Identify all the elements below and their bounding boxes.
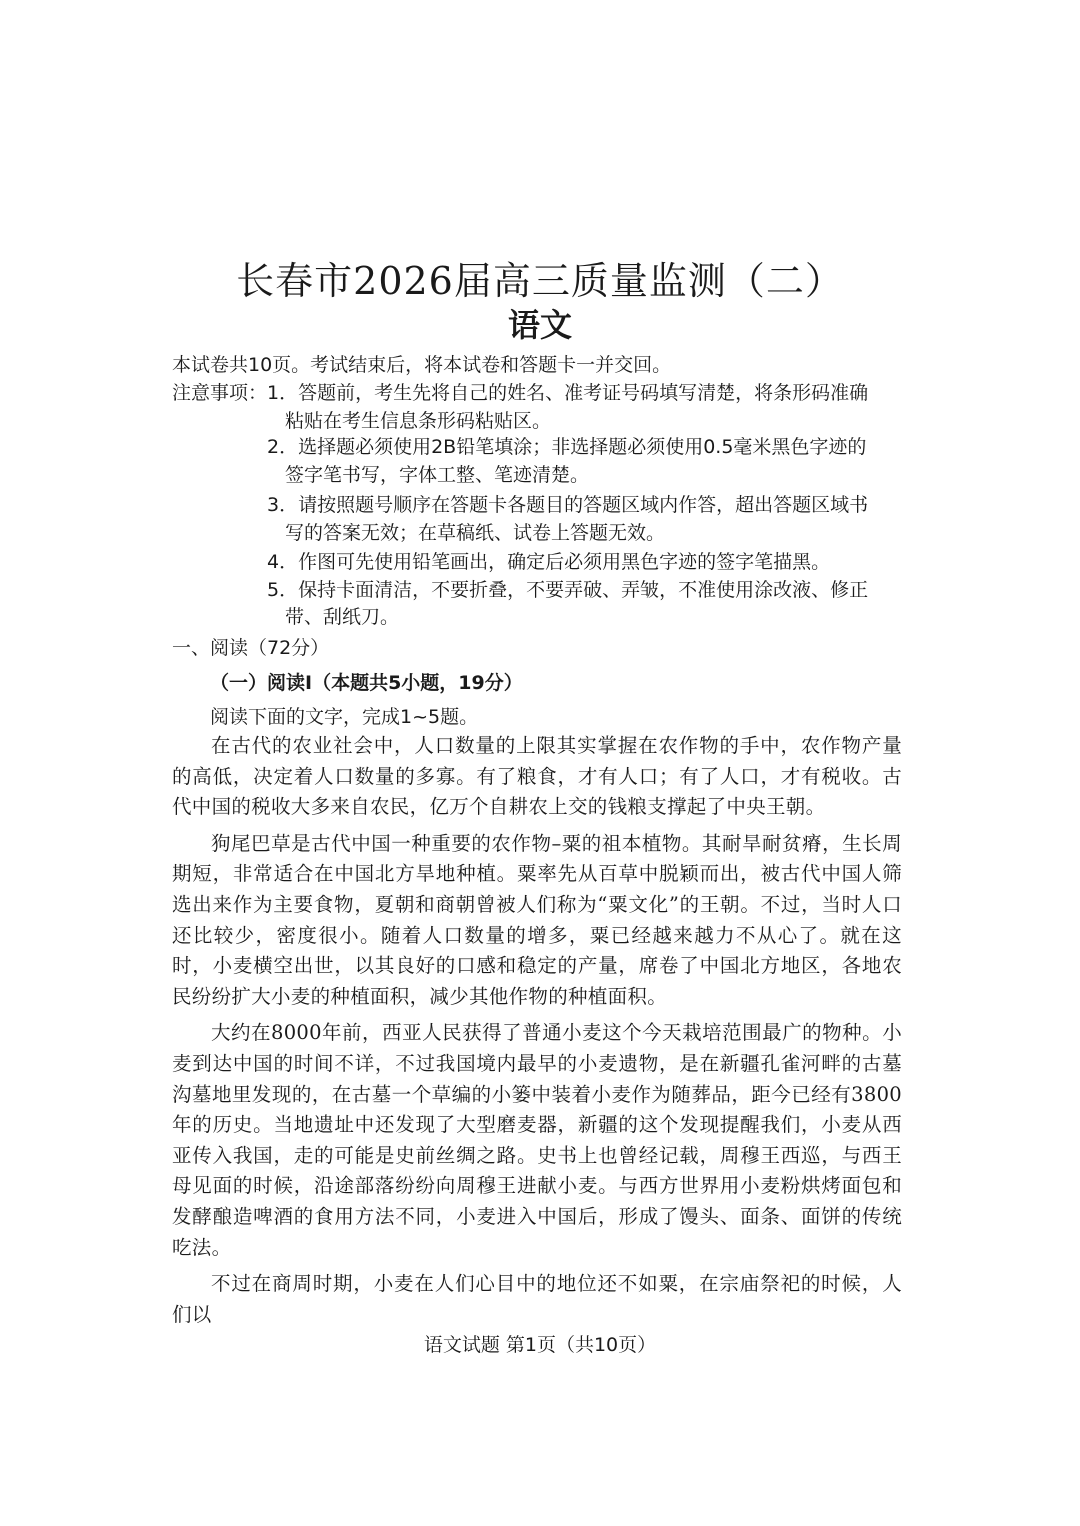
sub-heading: （一）阅读I（本题共5小题，19分）: [210, 672, 523, 694]
notice-item-1: 1．答题前，考生先将自己的姓名、准考证号码填写清楚，将条形码准确: [267, 382, 869, 404]
notice-item-2-cont: 签字笔书写，字体工整、笔迹清楚。: [285, 464, 590, 486]
notice-item-5-cont: 带、刮纸刀。: [285, 606, 400, 628]
passage-paragraph: 大约在8000年前，西亚人民获得了普通小麦这个今天栽培范围最广的物种。小麦到达中国的时间不详，不过我国境内最早的小麦遗物，是在新疆孔雀河畔的古墓沟墓地里发现的，在古墓一个草编的小篓中装着小麦作为随葬品，距今已经有3800年的历史。当地遗址中还发现了大型磨麦器，新疆的这个发现提醒我们，小麦从西亚传入我国，走的可能是史前丝绸之路。史书上也曾经记载，周穆王西巡，与西王母见面的时候，沿途部落纷纷向周穆王进献小麦。与西方世界用小麦粉烘烤面包和发酵酿造啤酒的食用方法不同，小麦进入中国后，形成了馒头、面条、面饼的传统吃法。: [172, 1021, 902, 1259]
section-heading: 一、阅读（72分）: [172, 637, 330, 659]
passage-paragraph: 不过在商周时期，小麦在人们心目中的地位还不如粟，在宗庙祭祀的时候，人们以: [172, 1272, 902, 1326]
instruction: 阅读下面的文字，完成1~5题。: [210, 706, 479, 728]
notice-item-4: 4．作图可先使用铅笔画出，确定后必须用黑色字迹的签字笔描黑。: [267, 551, 831, 573]
intro-text: 本试卷共10页。考试结束后，将本试卷和答题卡一并交回。: [172, 354, 672, 376]
subject-title: 语文: [507, 306, 572, 344]
page-footer: 语文试题 第1页（共10页）: [423, 1334, 657, 1356]
notice-label: 注意事项：: [172, 382, 268, 404]
notice-item-3: 3．请按照题号顺序在答题卡各题目的答题区域内作答，超出答题区域书: [267, 494, 869, 516]
passage-paragraph: 狗尾巴草是古代中国一种重要的农作物–粟的祖本植物。其耐旱耐贫瘠，生长周期短，非常适合在中国北方旱地种植。粟率先从百草中脱颖而出，被古代中国人筛选出来作为主要食物，夏朝和商朝曾被人们称为“粟文化”的王朝。不过，当时人口还比较少，密度很小。随着人口数量的增多，粟已经越来越力不从心了。就在这时，小麦横空出世，以其良好的口感和稳定的产量，席卷了中国北方地区，各地农民纷纷扩大小麦的种植面积，减少其他作物的种植面积。: [172, 831, 902, 1008]
notice-item-3-cont: 写的答案无效；在草稿纸、试卷上答题无效。: [285, 522, 666, 544]
notice-item-5: 5．保持卡面清洁，不要折叠，不要弄破、弄皱，不准使用涂改液、修正: [267, 579, 869, 601]
passage: [172, 731, 902, 1330]
notice-item-2: 2．选择题必须使用2B铅笔填涂；非选择题必须使用0.5毫米黑色字迹的: [267, 436, 867, 458]
passage-paragraph: 在古代的农业社会中，人口数量的上限其实掌握在农作物的手中，农作物产量的高低，决定着人口数量的多寡。有了粮食，才有人口；有了人口，才有税收。古代中国的税收大多来自农民，亿万个自耕农上交的钱粮支撑起了中央王朝。: [172, 734, 902, 819]
exam-title: 长春市2026届高三质量监测（二）: [236, 259, 844, 303]
notice-item-1-cont: 粘贴在考生信息条形码粘贴区。: [285, 410, 552, 432]
